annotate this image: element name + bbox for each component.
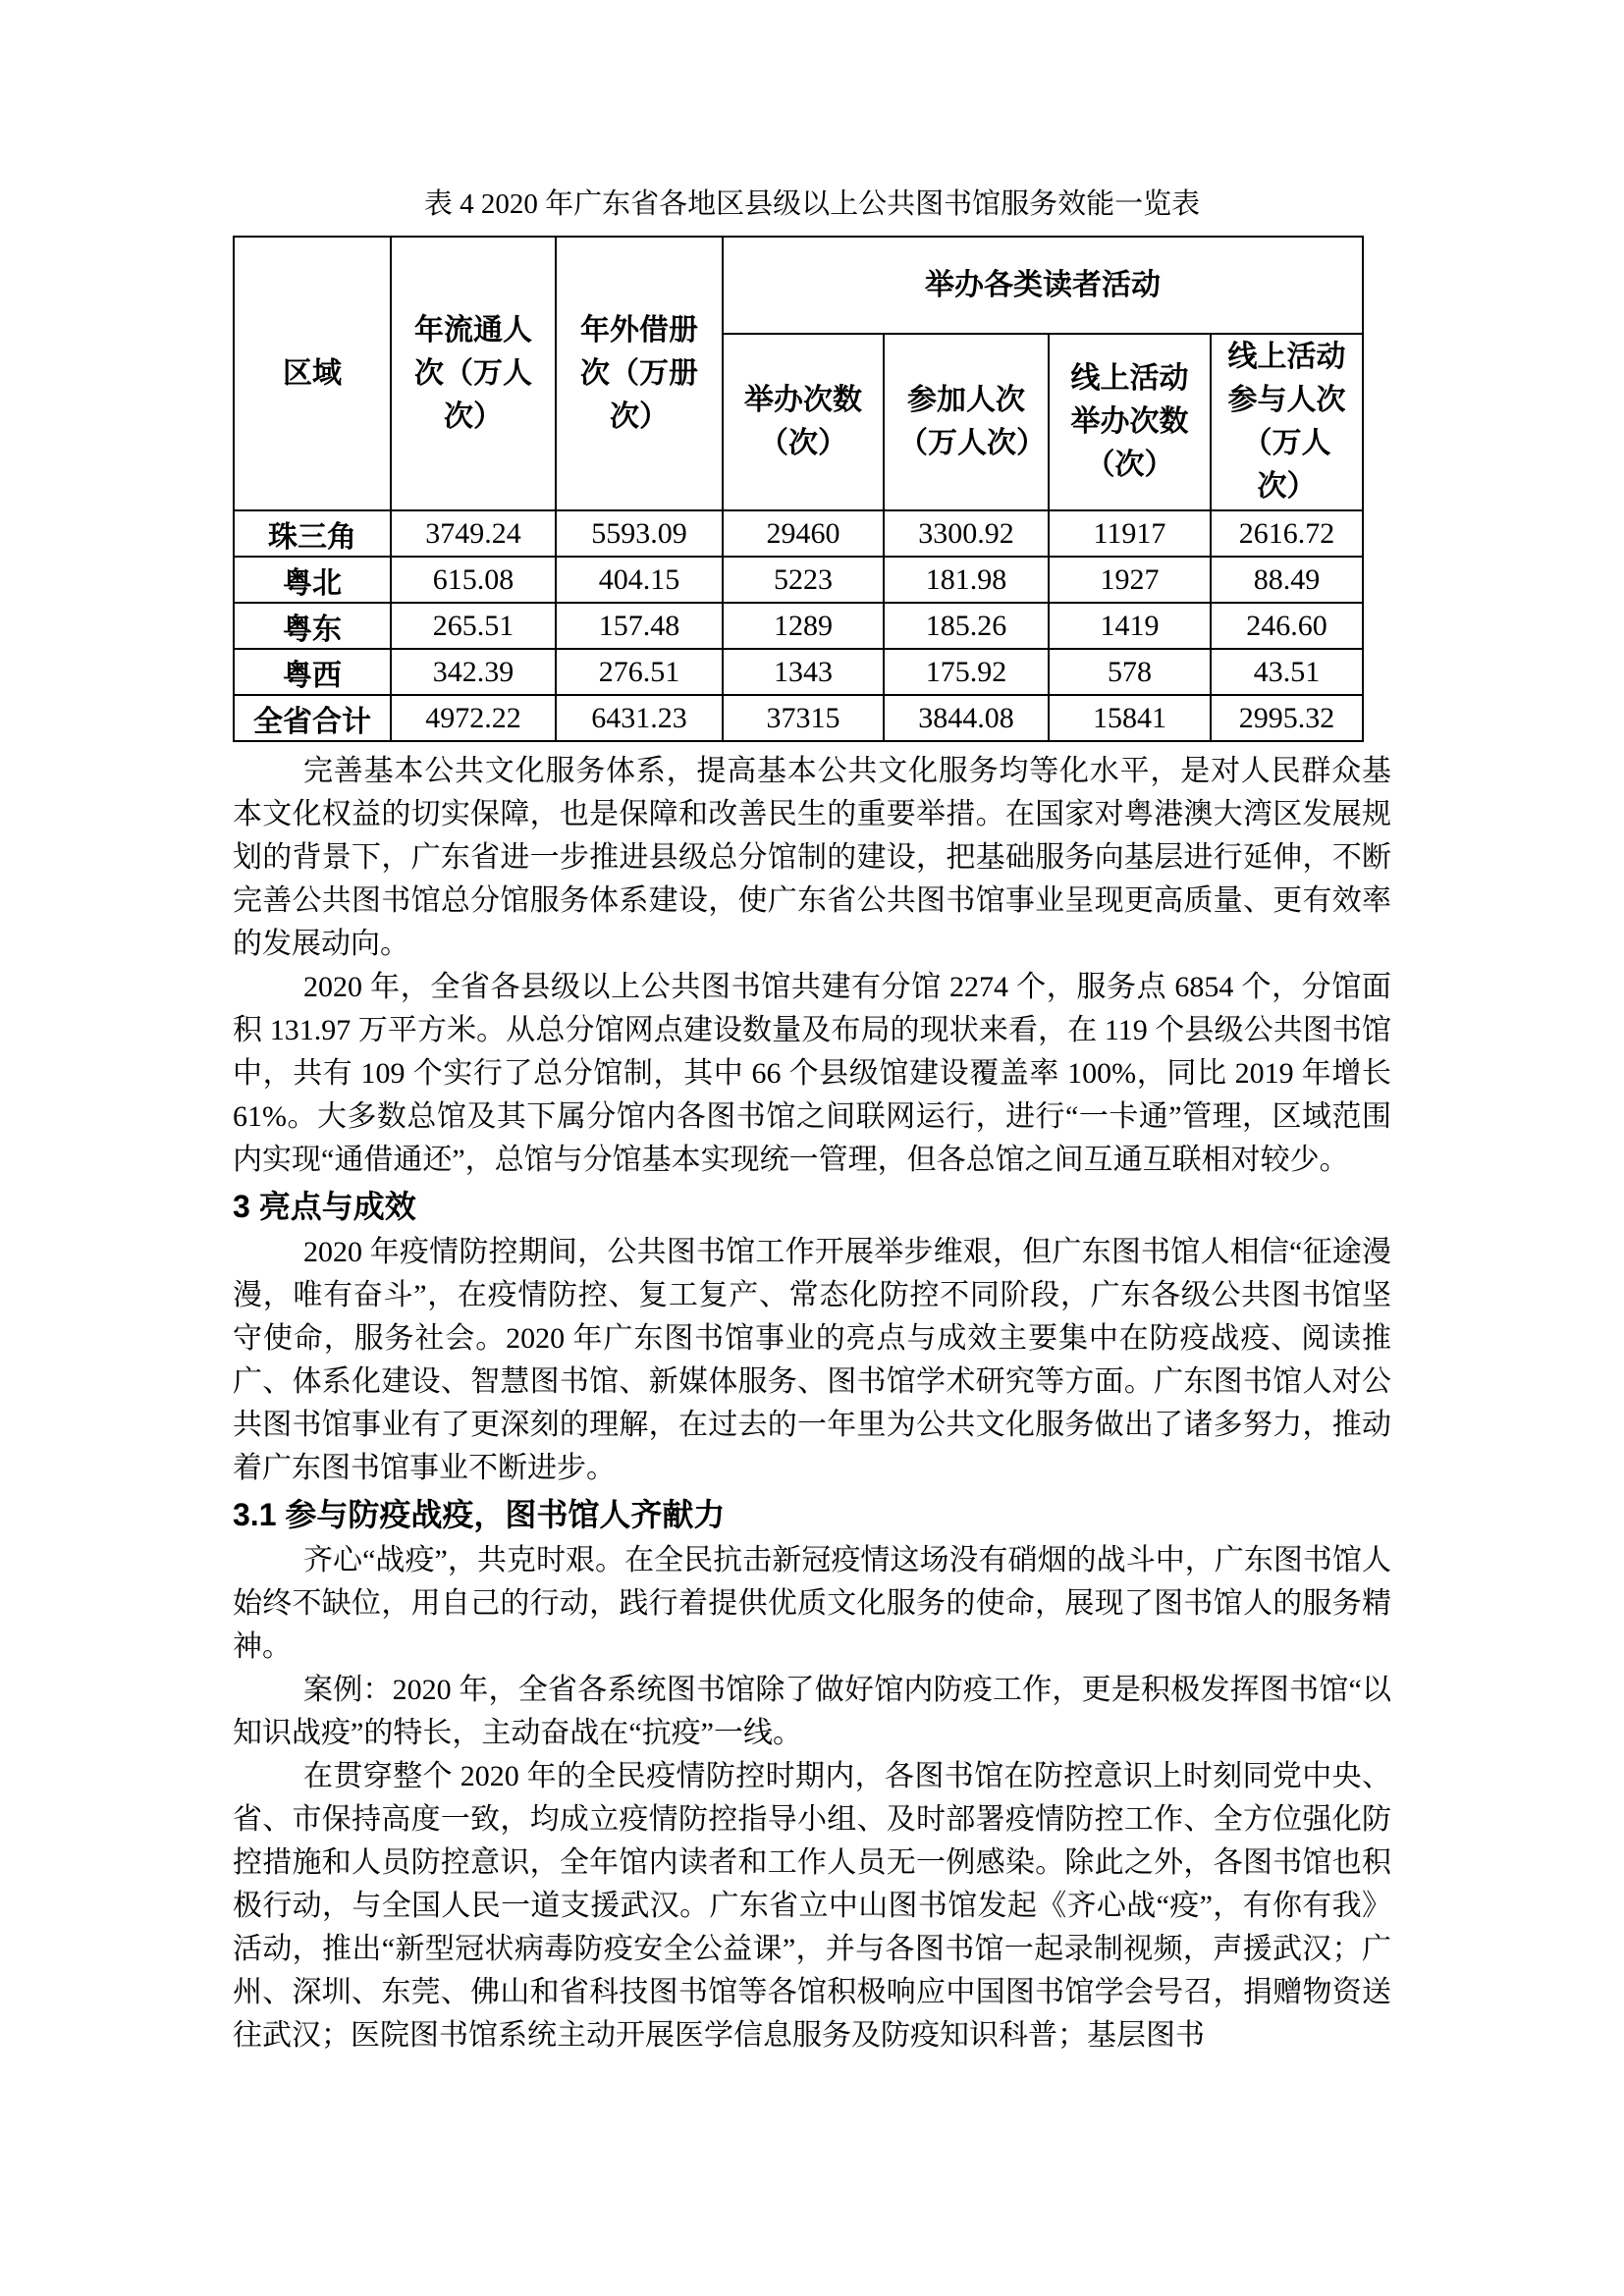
sessions-value: 1289 xyxy=(723,603,884,649)
region-label: 全省合计 xyxy=(234,695,391,741)
lending-value: 404.15 xyxy=(556,557,723,603)
paragraph-4: 齐心“战疫”，共克时艰。在全民抗击新冠疫情这场没有硝烟的战斗中，广东图书馆人始终不缺位，用自己的行动，践行着提供优质文化服务的使命，展现了图书馆人的服务精神。 xyxy=(233,1544,1391,1663)
header-lending: 年外借册次（万册次） xyxy=(556,237,723,510)
online-sessions-value: 1419 xyxy=(1049,603,1211,649)
online-participants-value: 2616.72 xyxy=(1211,510,1363,557)
sessions-value: 1343 xyxy=(723,649,884,695)
header-online-participants: 线上活动参与人次（万人次） xyxy=(1211,334,1363,510)
participants-value: 175.92 xyxy=(884,649,1049,695)
table-row-total xyxy=(234,695,1363,741)
online-participants-value: 88.49 xyxy=(1211,557,1363,603)
sessions-value: 29460 xyxy=(723,510,884,557)
lending-value: 5593.09 xyxy=(556,510,723,557)
table-caption: 表 4 2020 年广东省各地区县级以上公共图书馆服务效能一览表 xyxy=(423,188,1201,220)
table-header-row-1 xyxy=(234,237,1363,334)
section-heading-3: 3 亮点与成效 xyxy=(233,1189,416,1224)
paragraph-2: 2020 年，全省各县级以上公共图书馆共建有分馆 2274 个，服务点 6854 个，分馆面积 131.97 万平方米。从总分馆网点建设数量及布局的现状来看，在 119 个县级公共图书馆中，共有 109 个实行了总分馆制，其中 66 个县级馆建设覆盖率 100%，同比 2019 年增长 61%。大多数总馆及其下属分馆内各图书馆之间联网运行，进行“一卡通”管理，区域范围内实现“通借通还”，总馆与分馆基本实现统一管理，但各总馆之间互通互联相对较少。 xyxy=(233,971,1391,1176)
circulation-value: 265.51 xyxy=(391,603,556,649)
table-row-yuexi xyxy=(234,649,1363,695)
online-participants-value: 246.60 xyxy=(1211,603,1363,649)
header-circulation: 年流通人次（万人次） xyxy=(391,237,556,510)
sessions-value: 5223 xyxy=(723,557,884,603)
library-service-efficiency-table xyxy=(233,236,1364,742)
table-row-zhusanjiao xyxy=(234,510,1363,557)
online-participants-value: 2995.32 xyxy=(1211,695,1363,741)
paragraph-1: 完善基本公共文化服务体系，提高基本公共文化服务均等化水平，是对人民群众基本文化权益的切实保障，也是保障和改善民生的重要举措。在国家对粤港澳大湾区发展规划的背景下，广东省进一步推进县级总分馆制的建设，把基础服务向基层进行延伸，不断完善公共图书馆总分馆服务体系建设，使广东省公共图书馆事业呈现更高质量、更有效率的发展动向。 xyxy=(233,755,1391,960)
table-row-yuedong xyxy=(234,603,1363,649)
paragraph-6: 在贯穿整个 2020 年的全民疫情防控时期内，各图书馆在防控意识上时刻同党中央、省、市保持高度一致，均成立疫情防控指导小组、及时部署疫情防控工作、全方位强化防控措施和人员防控意识，全年馆内读者和工作人员无一例感染。除此之外，各图书馆也积极行动，与全国人民一道支援武汉。广东省立中山图书馆发起《齐心战“疫”，有你有我》活动，推出“新型冠状病毒防疫安全公益课”，并与各图书馆一起录制视频，声援武汉；广州、深圳、东莞、佛山和省科技图书馆等各馆积极响应中国图书馆学会号召，捐赠物资送往武汉；医院图书馆系统主动开展医学信息服务及防疫知识科普；基层图书 xyxy=(233,1760,1391,2052)
participants-value: 3300.92 xyxy=(884,510,1049,557)
region-label: 粤北 xyxy=(234,557,391,603)
lending-value: 276.51 xyxy=(556,649,723,695)
circulation-value: 3749.24 xyxy=(391,510,556,557)
header-region: 区域 xyxy=(234,237,391,510)
table-row-yuebei xyxy=(234,557,1363,603)
online-sessions-value: 578 xyxy=(1049,649,1211,695)
participants-value: 181.98 xyxy=(884,557,1049,603)
header-sessions: 举办次数（次） xyxy=(723,334,884,510)
header-online-sessions: 线上活动举办次数（次） xyxy=(1049,334,1211,510)
online-sessions-value: 1927 xyxy=(1049,557,1211,603)
online-participants-value: 43.51 xyxy=(1211,649,1363,695)
paragraph-3: 2020 年疫情防控期间，公共图书馆工作开展举步维艰，但广东图书馆人相信“征途漫漫，唯有奋斗”，在疫情防控、复工复产、常态化防控不同阶段，广东各级公共图书馆坚守使命，服务社会。2020 年广东图书馆事业的亮点与成效主要集中在防疫战疫、阅读推广、体系化建设、智慧图书馆、新媒体服务、图书馆学术研究等方面。广东图书馆人对公共图书馆事业有了更深刻的理解，在过去的一年里为公共文化服务做出了诸多努力，推动着广东图书馆事业不断进步。 xyxy=(233,1236,1391,1484)
participants-value: 3844.08 xyxy=(884,695,1049,741)
online-sessions-value: 11917 xyxy=(1049,510,1211,557)
region-label: 珠三角 xyxy=(234,510,391,557)
lending-value: 6431.23 xyxy=(556,695,723,741)
circulation-value: 4972.22 xyxy=(391,695,556,741)
circulation-value: 615.08 xyxy=(391,557,556,603)
participants-value: 185.26 xyxy=(884,603,1049,649)
paragraph-5: 案例：2020 年，全省各系统图书馆除了做好馆内防疫工作，更是积极发挥图书馆“以知识战疫”的特长，主动奋战在“抗疫”一线。 xyxy=(233,1674,1391,1749)
header-activities-group: 举办各类读者活动 xyxy=(723,237,1363,334)
lending-value: 157.48 xyxy=(556,603,723,649)
region-label: 粤东 xyxy=(234,603,391,649)
header-participants: 参加人次（万人次） xyxy=(884,334,1049,510)
section-heading-3-1: 3.1 参与防疫战疫，图书馆人齐献力 xyxy=(233,1497,726,1532)
circulation-value: 342.39 xyxy=(391,649,556,695)
page-content xyxy=(233,187,1391,2057)
sessions-value: 37315 xyxy=(723,695,884,741)
body-text xyxy=(233,750,1391,2057)
online-sessions-value: 15841 xyxy=(1049,695,1211,741)
region-label: 粤西 xyxy=(234,649,391,695)
